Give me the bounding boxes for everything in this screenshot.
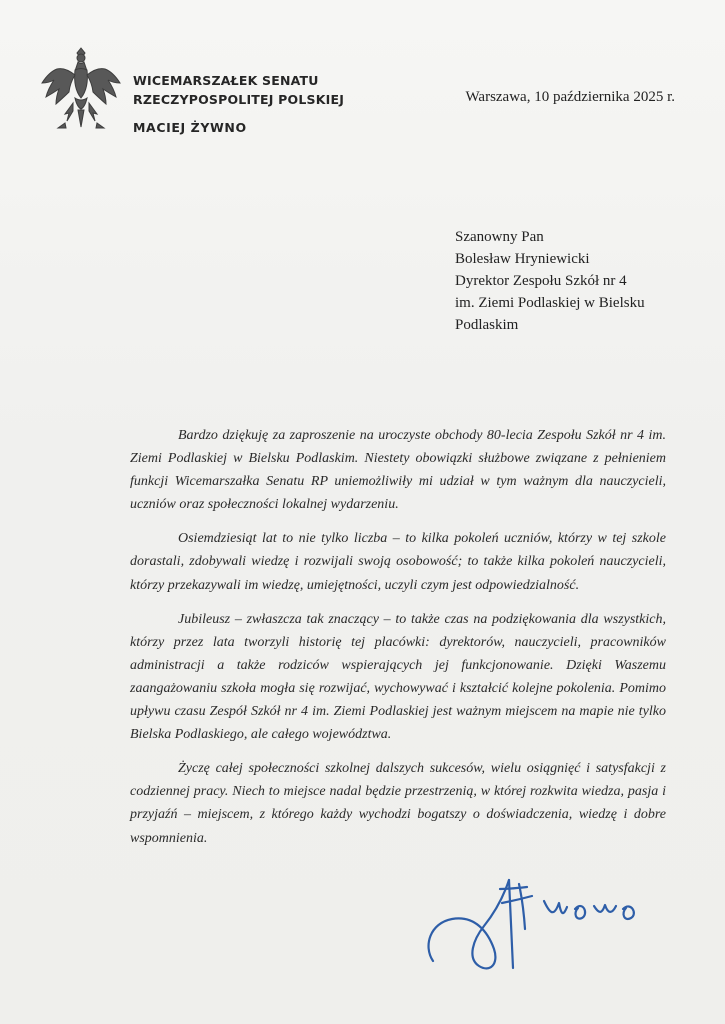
letter-paragraph-2: Osiemdziesiąt lat to nie tylko liczba – to kilka pokoleń uczniów, którzy w tej szkole dorastali, zdobywali wiedzę i rozwijali swoją osobowość; to także kilka pokoleń nauczycieli, którzy przekazywali im wiedzę, umiejętności, uczyli czym jest odpowiedzialność. <box>130 531 666 593</box>
letter-paragraph-3: Jubileusz – zwłaszcza tak znaczący – to także czas na podziękowania dla wszystkich, którzy przez lata tworzyli historię tej placówki: dyrektorów, nauczycieli, pracowników administracji a także rodziców wspierających jej funkcjonowanie. Dzięki Waszemu zaangażowaniu szkoła mogła się rozwijać, wychowywać i kształcić kolejne pokolenia. Pomimo upływu czasu Zespół Szkół nr 4 im. Ziemi Podlaskiej jest ważnym miejscem na mapie nie tylko Bielska Podlaskiego, ale całego województwa. <box>130 611 666 743</box>
recipient-line-4: im. Ziemi Podlaskiej w Bielsku <box>455 295 645 311</box>
sender-office <box>133 71 344 109</box>
sender-name: MACIEJ ŻYWNO <box>133 120 247 135</box>
letter-paragraph-4: Życzę całej społeczności szkolnej dalszych sukcesów, wielu osiągnięć i satysfakcji z codziennej pracy. Niech to miejsce nadal będzie przestrzenią, w której rozkwita wiedza, pasja i przyjaźń – miejscem, z którego każdy wychodzi bogatszy o doświadczenia, wiedzę i dobre wspomnienia. <box>130 761 666 846</box>
recipient-line-5: Podlaskim <box>455 317 519 333</box>
sender-office-line-1: WICEMARSZAŁEK SENATU <box>133 73 319 88</box>
recipient-line-2: Bolesław Hryniewicki <box>455 251 590 267</box>
letter-date: Warszawa, 10 października 2025 r. <box>465 89 675 105</box>
sender-office-line-2: RZECZYPOSPOLITEJ POLSKIEJ <box>133 92 345 107</box>
polish-eagle-icon <box>36 42 126 134</box>
recipient-line-3: Dyrektor Zespołu Szkół nr 4 <box>455 273 627 289</box>
recipient-line-1: Szanowny Pan <box>455 229 544 245</box>
letter-paragraph-1: Bardzo dziękuję za zaproszenie na uroczyste obchody 80-lecia Zespołu Szkół nr 4 im. Ziemi Podlaskiej w Bielsku Podlaskim. Niestety obowiązki służbowe związane z pełnieniem funkcji Wicemarszałka Senatu RP uniemożliwiły mi udział w tym ważnym dla nauczycieli, uczniów oraz społeczności lokalnej wydarzeniu. <box>130 428 666 513</box>
recipient-address <box>455 226 685 336</box>
handwritten-signature-icon <box>418 856 648 986</box>
letter-body <box>130 424 666 861</box>
